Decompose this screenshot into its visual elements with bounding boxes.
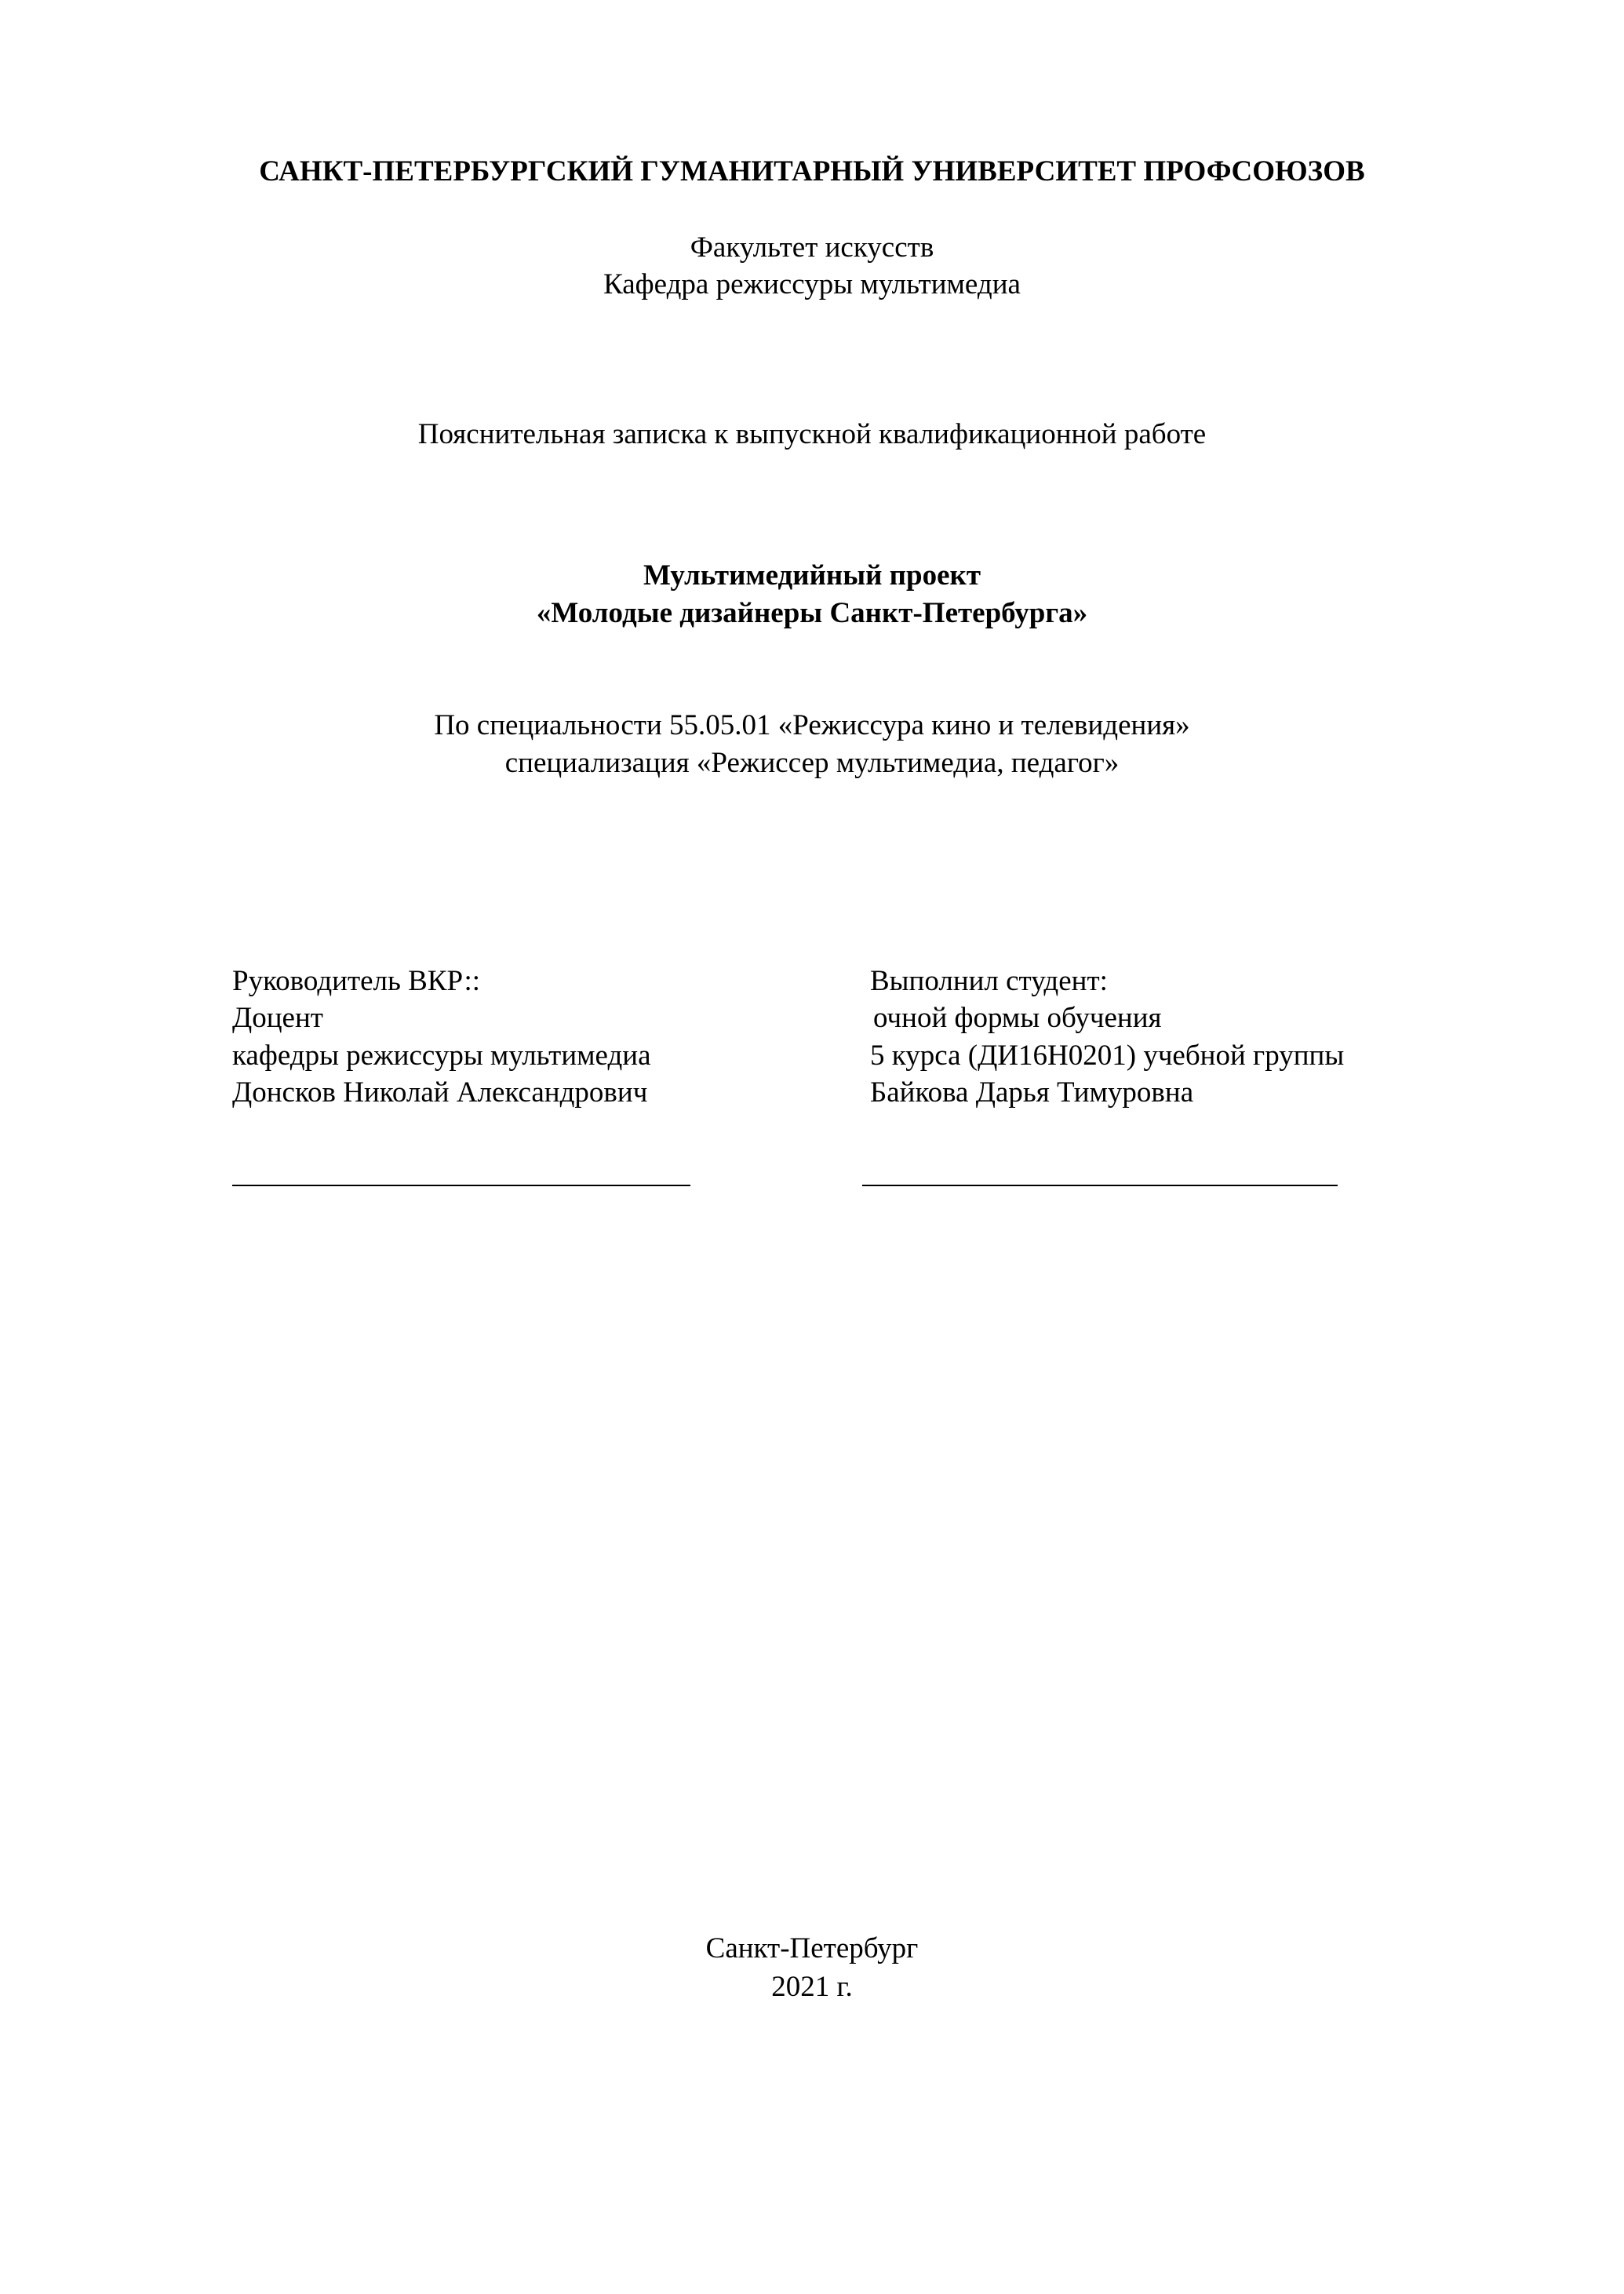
- project-title-line1: Мультимедийный проект: [643, 559, 981, 592]
- faculty-name: Факультет искусств: [690, 231, 934, 264]
- student-course: 5 курса (ДИ16Н0201) учебной группы: [870, 1040, 1345, 1072]
- student-signature-line: [862, 1185, 1338, 1186]
- supervisor-name: Донсков Николай Александрович: [232, 1076, 648, 1109]
- document-type: Пояснительная записка к выпускной квалификационной работе: [417, 418, 1207, 450]
- student-heading: Выполнил студент:: [870, 965, 1108, 997]
- supervisor-signature-line: [232, 1185, 690, 1186]
- specialty-line2: специализация «Режиссер мультимедиа, педагог»: [504, 747, 1120, 779]
- department-name: Кафедра режиссуры мультимедиа: [603, 268, 1021, 300]
- footer-city: Санкт-Петербург: [705, 1932, 919, 1964]
- footer-year: 2021 г.: [771, 1971, 853, 2003]
- student-form: очной формы обучения: [873, 1002, 1162, 1034]
- university-name: САНКТ-ПЕТЕРБУРГСКИЙ ГУМАНИТАРНЫЙ УНИВЕРСИТЕТ ПРОФСОЮЗОВ: [259, 155, 1365, 188]
- supervisor-department: кафедры режиссуры мультимедиа: [232, 1040, 651, 1072]
- student-name: Байкова Дарья Тимуровна: [870, 1076, 1194, 1109]
- supervisor-position: Доцент: [232, 1002, 323, 1034]
- project-title-line2: «Молодые дизайнеры Санкт-Петербурга»: [536, 597, 1088, 629]
- supervisor-heading: Руководитель ВКР::: [232, 965, 480, 997]
- specialty-line1: По специальности 55.05.01 «Режиссура кино и телевидения»: [434, 709, 1190, 741]
